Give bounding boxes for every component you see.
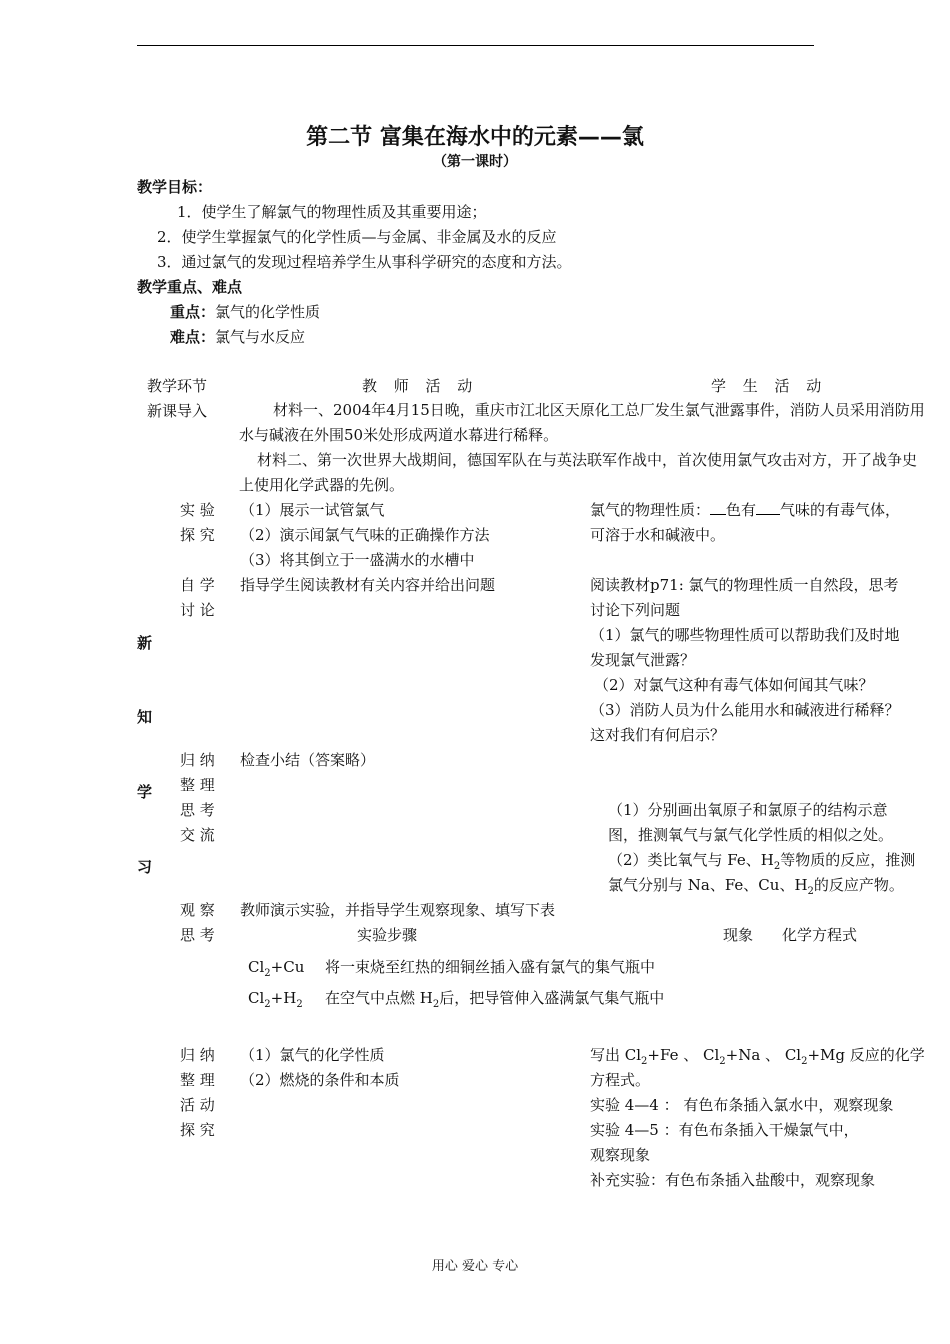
selfstudy-student-4: 发现氯气泄露？	[590, 651, 696, 669]
blank-smell	[756, 500, 780, 515]
selfstudy-student-3: （1）氯气的哪些物理性质可以帮助我们及时地	[590, 626, 900, 644]
think-2b-sub: 2	[807, 886, 814, 897]
observe-label-1: 观 察	[180, 901, 215, 919]
selfstudy-label-2: 讨 论	[180, 601, 215, 619]
observe-teacher: 教师演示实验，并指导学生观察现象、填写下表	[240, 901, 556, 919]
summary2-label-3: 活 动	[180, 1096, 215, 1114]
selfstudy-student-6: （3）消防人员为什么能用水和碱液进行稀释？	[590, 701, 900, 719]
row2-h-sub: 2	[296, 999, 303, 1010]
page-footer: 用心 爱心 专心	[431, 1259, 519, 1274]
summary2-label-4: 探 究	[180, 1121, 215, 1139]
summary2-teacher-2: （2）燃烧的条件和本质	[240, 1071, 400, 1089]
keypoints-heading: 教学重点、难点	[137, 278, 243, 296]
experiment-teacher-3: （3）将其倒立于一盛满水的水槽中	[240, 551, 475, 569]
intro-material-2: 材料二、第一次世界大战期间，德国军队在与英法联军作战中，首次使用氯气攻击对方，开了战争史上使用化学武器的先例。	[239, 451, 918, 494]
row1-cl-sub: 2	[264, 968, 271, 979]
summary2-student-4: 实验 4—5 ：有色布条插入干燥氯气中，	[590, 1121, 859, 1139]
goal-item-3: 3．通过氯气的发现过程培养学生从事科学研究的态度和方法。	[157, 253, 572, 271]
experiment-student-1	[590, 500, 900, 520]
header-col-stage: 教学环节	[147, 377, 208, 395]
summary2-student-6: 补充实验：有色布条插入盐酸中，观察现象	[590, 1171, 876, 1189]
summary2-label-1: 归 纳	[180, 1046, 215, 1064]
s2-l1-s2: 2	[719, 1056, 726, 1067]
summary1-teacher: 检查小结（答案略）	[240, 751, 376, 769]
think-student-1a: （1）分别画出氧原子和氯原子的结构示意	[608, 801, 888, 819]
think-2a-post: 等物质的反应，推测	[780, 851, 916, 869]
selfstudy-teacher: 指导学生阅读教材有关内容并给出问题	[240, 576, 496, 594]
row2-cl: Cl	[248, 989, 265, 1007]
page-subtitle: （第一课时）	[433, 154, 517, 170]
selfstudy-student-1: 阅读教材p71: 氯气的物理性质一自然段，思考	[590, 576, 899, 594]
s2-l1-s1: 2	[641, 1056, 648, 1067]
section-label-char-4: 习	[137, 858, 153, 876]
goals-heading: 教学目标：	[137, 178, 213, 196]
header-rule	[137, 45, 814, 46]
think-2a-sub: 2	[773, 861, 781, 872]
observe-row1-reaction	[248, 957, 304, 984]
selfstudy-student-5: （2）对氯气这种有毒气体如何闻其气味？	[594, 676, 874, 694]
observe-row2-reaction	[248, 988, 303, 1015]
think-student-2b	[608, 875, 904, 902]
row1-cu: +Cu	[270, 958, 305, 976]
difficulty-text: 氯气与水反应	[215, 328, 306, 346]
think-2a-pre: （2）类比氧气与 Fe、H	[608, 851, 774, 869]
think-student-1b: 图，推测氧气与氯气化学性质的相似之处。	[608, 826, 894, 844]
selfstudy-label-1: 自 学	[180, 576, 215, 594]
observe-row2-step	[325, 988, 664, 1015]
goal-item-1: 1．使学生了解氯气的物理性质及其重要用途；	[177, 203, 487, 221]
s2-l1-m1: +Fe 、 Cl	[647, 1046, 720, 1064]
experiment-label-2: 探 究	[180, 526, 215, 544]
summary2-teacher-1: （1）氯气的化学性质	[240, 1046, 385, 1064]
summary2-student-1	[590, 1045, 925, 1072]
experiment-student-2: 可溶于水和碱液中。	[590, 526, 726, 544]
think-label-2: 交 流	[180, 826, 215, 844]
s2-l1-s3: 2	[801, 1056, 808, 1067]
observe-th-step: 实验步骤	[357, 926, 418, 944]
think-2b-post: 的反应产物。	[813, 876, 904, 894]
section-label-char-1: 新	[137, 634, 153, 652]
row2-cl-sub: 2	[264, 999, 271, 1010]
row2-step-sub: 2	[432, 999, 440, 1010]
observe-th-equation: 化学方程式	[782, 926, 858, 944]
header-col-teacher: 教 师 活 动	[362, 377, 479, 395]
observe-label-2: 思 考	[180, 926, 215, 944]
summary2-student-3: 实验 4—4 ： 有色布条插入氯水中，观察现象	[590, 1096, 894, 1114]
selfstudy-student-7: 这对我们有何启示？	[590, 726, 726, 744]
observe-th-phenomenon: 现象	[723, 926, 754, 944]
think-label-1: 思 考	[180, 801, 215, 819]
difficulty-label: 难点：	[170, 328, 216, 346]
section-label-char-2: 知	[137, 708, 153, 726]
observe-row1-step: 将一束烧至红热的细铜丝插入盛有氯气的集气瓶中	[325, 958, 656, 976]
think-student-2a	[608, 850, 915, 877]
selfstudy-student-2: 讨论下列问题	[590, 601, 681, 619]
intro-label: 新课导入	[147, 402, 208, 420]
experiment-student-mid2: 气味的有毒气体，	[780, 501, 901, 519]
experiment-label-1: 实 验	[180, 501, 215, 519]
s2-l1-post: +Mg 反应的化学	[807, 1046, 925, 1064]
s2-l1-m2: +Na 、 Cl	[725, 1046, 802, 1064]
intro-material-1: 材料一、2004年4月15日晚，重庆市江北区天原化工总厂发生氯气泄露事件，消防人员采用消防用水与碱液在外围50米处形成两道水幕进行稀释。	[239, 401, 925, 444]
difficulty-line	[170, 327, 305, 347]
think-2b-pre: 氯气分别与 Na、Fe、Cu、H	[608, 876, 808, 894]
experiment-student-mid1: 色有	[726, 501, 757, 519]
row2-step-post: 后，把导管伸入盛满氯气集气瓶中	[439, 989, 665, 1007]
summary2-student-2: 方程式。	[590, 1071, 651, 1089]
page-title: 第二节 富集在海水中的元素——氯	[306, 125, 644, 150]
experiment-teacher-1: （1）展示一试管氯气	[240, 501, 385, 519]
focus-line	[170, 302, 320, 322]
focus-text: 氯气的化学性质	[215, 303, 321, 321]
experiment-teacher-2: （2）演示闻氯气气味的正确操作方法	[240, 526, 490, 544]
section-label-char-3: 学	[137, 783, 153, 801]
summary2-student-5: 观察现象	[590, 1146, 651, 1164]
row1-cl: Cl	[248, 958, 265, 976]
experiment-student-pre: 氯气的物理性质：	[590, 501, 711, 519]
summary2-label-2: 整 理	[180, 1071, 215, 1089]
row2-h: +H	[270, 989, 297, 1007]
header-col-student: 学 生 活 动	[711, 377, 828, 395]
goal-item-2: 2．使学生掌握氯气的化学性质—与金属、非金属及水的反应	[157, 228, 557, 246]
blank-color	[710, 500, 726, 515]
summary1-label-1: 归 纳	[180, 751, 215, 769]
row2-step-pre: 在空气中点燃 H	[325, 989, 433, 1007]
summary1-label-2: 整 理	[180, 776, 215, 794]
focus-label: 重点：	[170, 303, 216, 321]
s2-l1-pre: 写出 Cl	[590, 1046, 642, 1064]
